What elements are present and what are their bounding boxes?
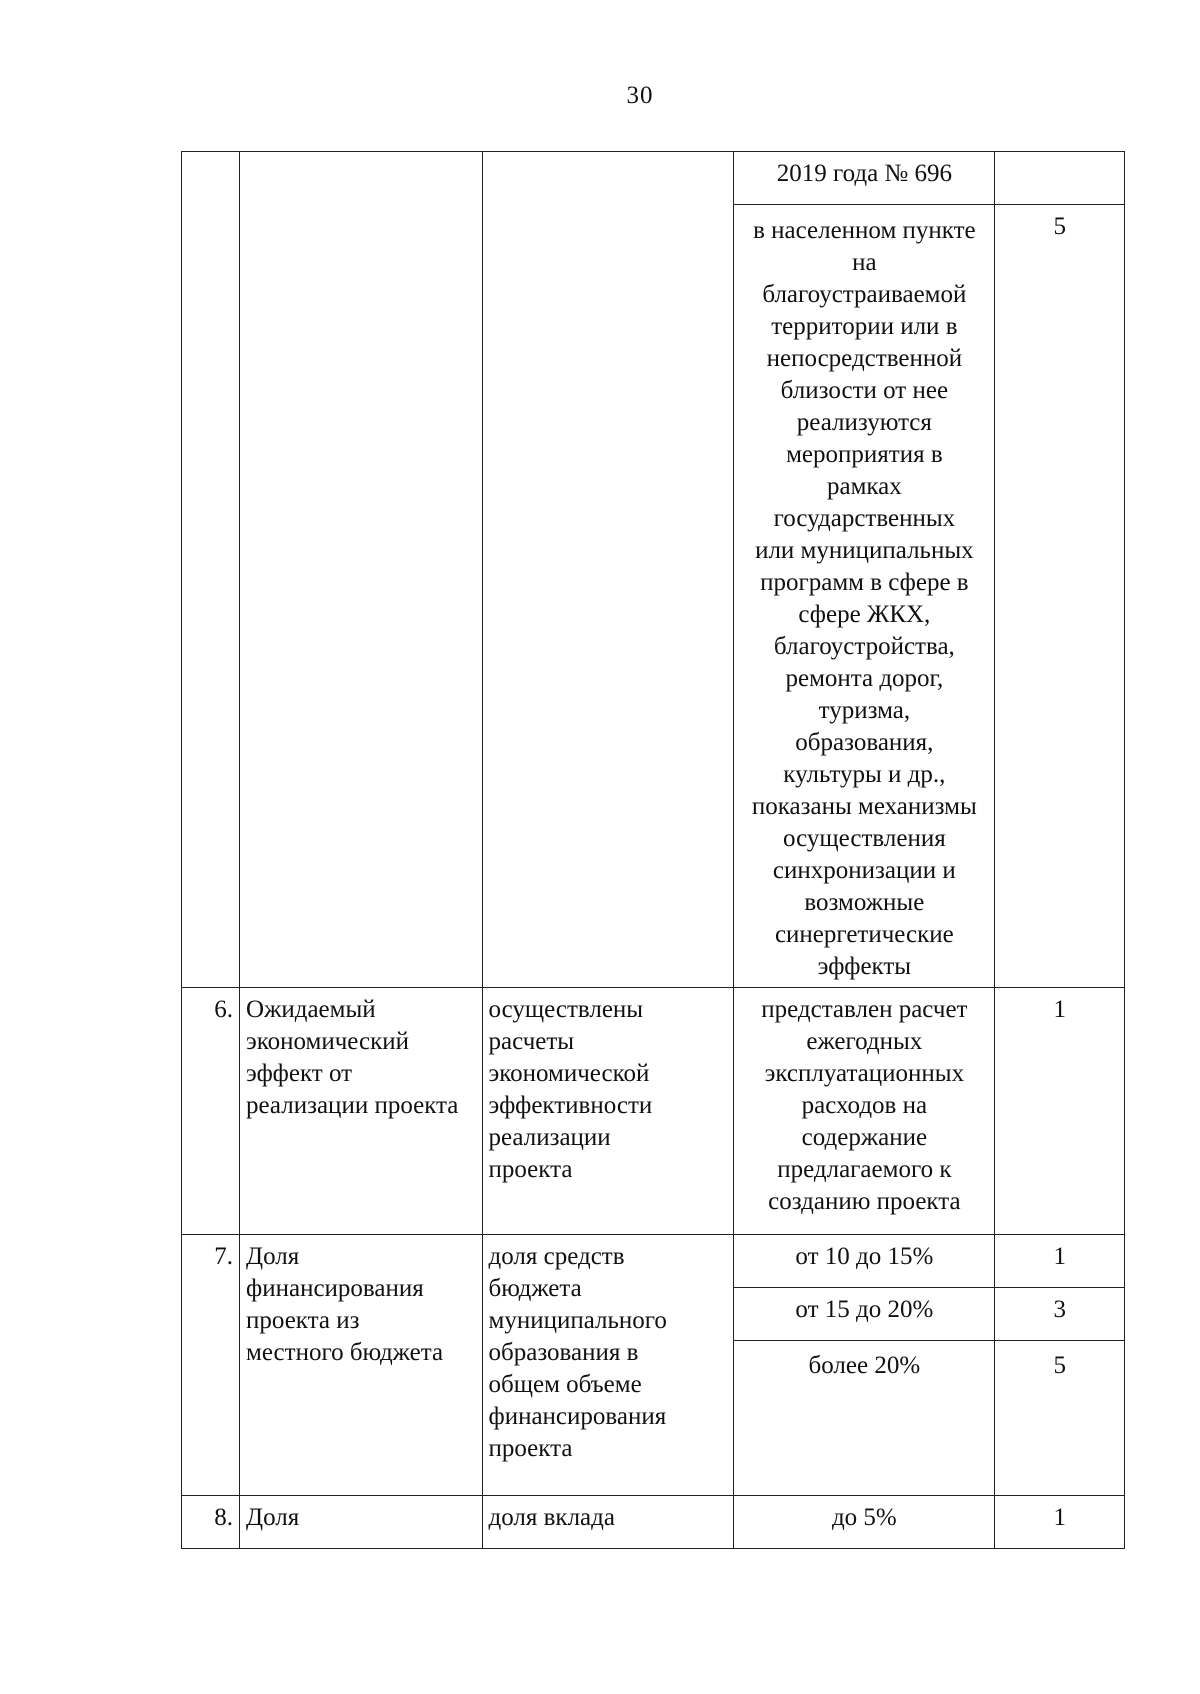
score-cell: 1 xyxy=(995,988,1125,1235)
score-cell xyxy=(995,152,1125,205)
criterion-cell xyxy=(482,152,734,988)
table-row xyxy=(182,1235,1125,1288)
number-cell: 6. xyxy=(182,988,240,1235)
criterion-cell: осуществлены расчеты экономической эффективности реализации проекта xyxy=(482,988,734,1235)
table-row xyxy=(182,152,1125,205)
description-cell: от 10 до 15% xyxy=(734,1235,995,1288)
score-cell: 3 xyxy=(995,1288,1125,1341)
description-cell: до 5% xyxy=(734,1496,995,1549)
description-cell: в населенном пункте на благоустраиваемой территории или в непосредственной близости от нее реализуются мероприятия в рамках государственных или муниципальных программ в сфере в сфере ЖКХ, благоустройства, ремонта дорог, туризма, образования, культуры и др., показаны механизмы осуществления синхронизации и возможные синергетические эффекты xyxy=(734,205,995,988)
description-cell: более 20% xyxy=(734,1341,995,1496)
score-cell: 5 xyxy=(995,1341,1125,1496)
table-row xyxy=(182,988,1125,1235)
page-number: 30 xyxy=(626,82,654,109)
name-cell xyxy=(240,152,482,988)
table-row xyxy=(182,1496,1125,1549)
number-cell: 7. xyxy=(182,1235,240,1496)
score-cell: 5 xyxy=(995,205,1125,988)
number-cell: 8. xyxy=(182,1496,240,1549)
number-cell xyxy=(182,152,240,988)
criterion-cell: доля средств бюджета муниципального образования в общем объеме финансирования проекта xyxy=(482,1235,734,1496)
score-cell: 1 xyxy=(995,1235,1125,1288)
description-cell: 2019 года № 696 xyxy=(734,152,995,205)
name-cell: Доля финансирования проекта из местного бюджета xyxy=(240,1235,482,1496)
description-cell: представлен расчет ежегодных эксплуатационных расходов на содержание предлагаемого к созданию проекта xyxy=(734,988,995,1235)
score-cell: 1 xyxy=(995,1496,1125,1549)
criteria-table xyxy=(181,151,1125,1549)
criterion-cell: доля вклада xyxy=(482,1496,734,1549)
description-cell: от 15 до 20% xyxy=(734,1288,995,1341)
name-cell: Доля xyxy=(240,1496,482,1549)
name-cell: Ожидаемый экономический эффект от реализации проекта xyxy=(240,988,482,1235)
